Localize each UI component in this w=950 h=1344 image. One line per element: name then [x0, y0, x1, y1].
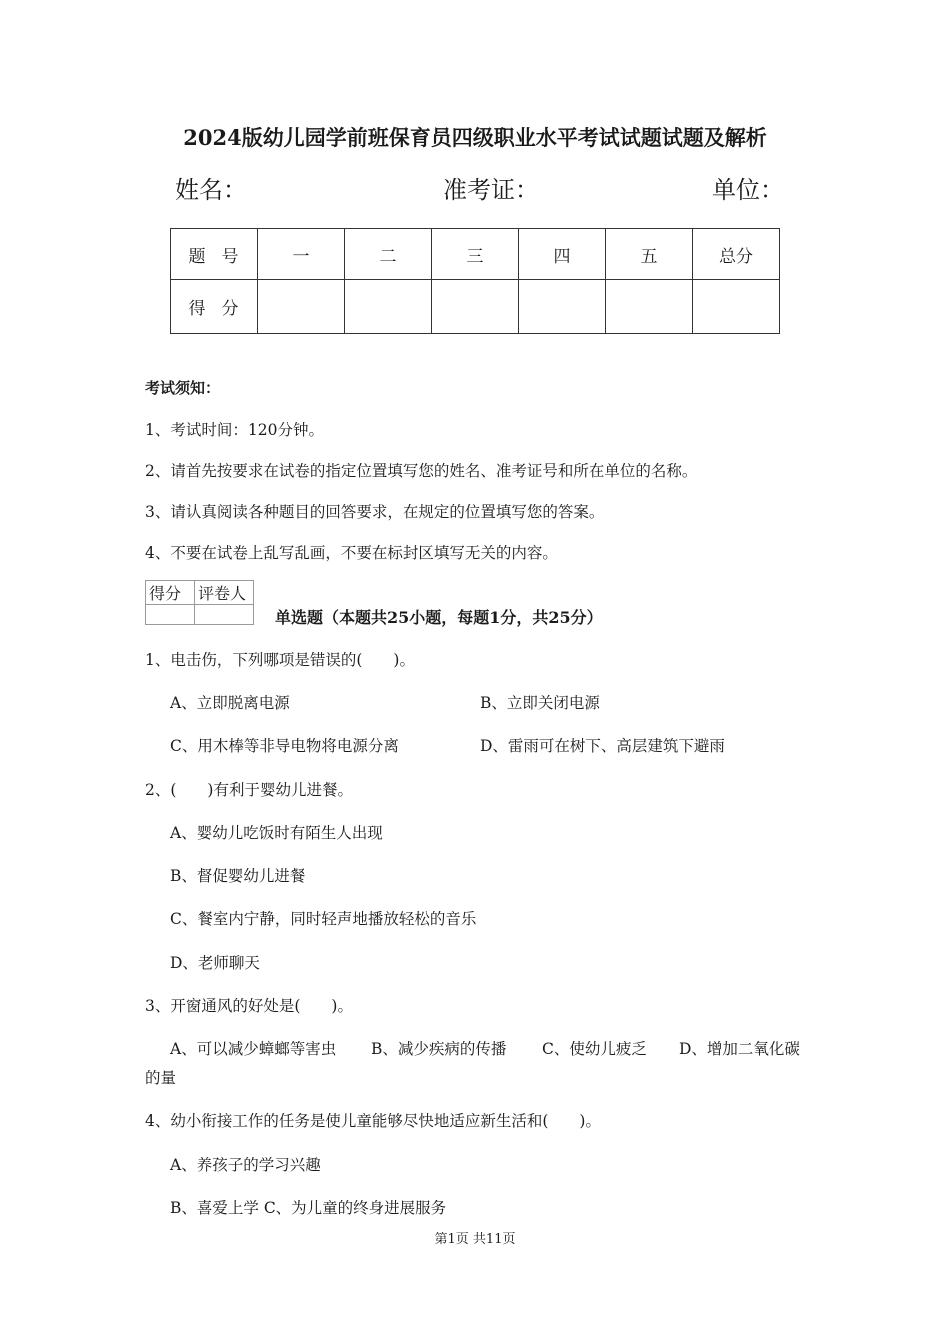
grader-score-cell	[146, 605, 195, 625]
score-table-score-row	[171, 280, 780, 334]
option-d: D、老师聊天	[170, 954, 260, 972]
notice-item: 2、请首先按要求在试卷的指定位置填写您的姓名、准考证号和所在单位的名称。	[145, 462, 698, 480]
grader-score-label: 得分	[146, 581, 195, 605]
score-cell	[693, 280, 780, 334]
score-col-total: 总分	[693, 229, 780, 280]
score-cell	[606, 280, 693, 334]
option-b: B、减少疾病的传播	[371, 1040, 507, 1058]
option-c: C、餐室内宁静，同时轻声地播放轻松的音乐	[170, 910, 477, 928]
option-b: B、督促婴幼儿进餐	[170, 867, 306, 885]
section-heading: 单选题（本题共25小题，每题1分，共25分）	[275, 608, 603, 627]
question-stem: 1、电击伤，下列哪项是错误的( )。	[145, 651, 415, 669]
grader-reviewer-cell	[195, 605, 254, 625]
question-stem: 4、幼小衔接工作的任务是使儿童能够尽快地适应新生活和( )。	[145, 1112, 601, 1130]
option-d-continuation: 的量	[145, 1069, 177, 1087]
score-cell	[432, 280, 519, 334]
exam-id-field-label: 准考证：	[443, 176, 539, 204]
unit-field-label: 单位：	[712, 176, 784, 204]
score-table-header-row	[171, 229, 780, 280]
option-a: A、婴幼儿吃饭时有陌生人出现	[170, 824, 383, 842]
option-d: D、增加二氧化碳	[679, 1040, 800, 1058]
question-stem: 3、开窗通风的好处是( )。	[145, 997, 353, 1015]
grader-reviewer-label: 评卷人	[195, 581, 254, 605]
option-b: B、立即关闭电源	[480, 694, 600, 712]
question-stem: 2、( )有利于婴幼儿进餐。	[145, 781, 353, 799]
option-d: D、雷雨可在树下、高层建筑下避雨	[480, 737, 725, 755]
option-c: C、使幼儿疲乏	[542, 1040, 647, 1058]
page-footer: 第1页 共11页	[434, 1232, 516, 1247]
score-col-1: 一	[258, 229, 345, 280]
name-field-label: 姓名：	[175, 176, 247, 204]
score-cell	[519, 280, 606, 334]
option-c: C、用木棒等非导电物将电源分离	[170, 737, 399, 755]
option-a: A、可以减少蟑螂等害虫	[170, 1040, 337, 1058]
option-b-c: B、喜爱上学 C、为儿童的终身进展服务	[170, 1199, 447, 1217]
document-title: 2024版幼儿园学前班保育员四级职业水平考试试题试题及解析	[183, 125, 767, 150]
notice-item: 3、请认真阅读各种题目的回答要求，在规定的位置填写您的答案。	[145, 503, 605, 521]
question-number-label: 题号	[171, 229, 258, 280]
score-cell	[258, 280, 345, 334]
notice-item: 4、不要在试卷上乱写乱画，不要在标封区填写无关的内容。	[145, 544, 558, 562]
score-table	[170, 228, 780, 334]
grader-box	[145, 580, 254, 625]
notice-heading: 考试须知：	[145, 379, 221, 397]
score-col-5: 五	[606, 229, 693, 280]
notice-item: 1、考试时间：120分钟。	[145, 421, 324, 439]
option-a: A、养孩子的学习兴趣	[170, 1156, 321, 1174]
score-col-3: 三	[432, 229, 519, 280]
score-col-4: 四	[519, 229, 606, 280]
option-a: A、立即脱离电源	[170, 694, 290, 712]
score-col-2: 二	[345, 229, 432, 280]
score-cell	[345, 280, 432, 334]
score-label: 得分	[171, 280, 258, 334]
